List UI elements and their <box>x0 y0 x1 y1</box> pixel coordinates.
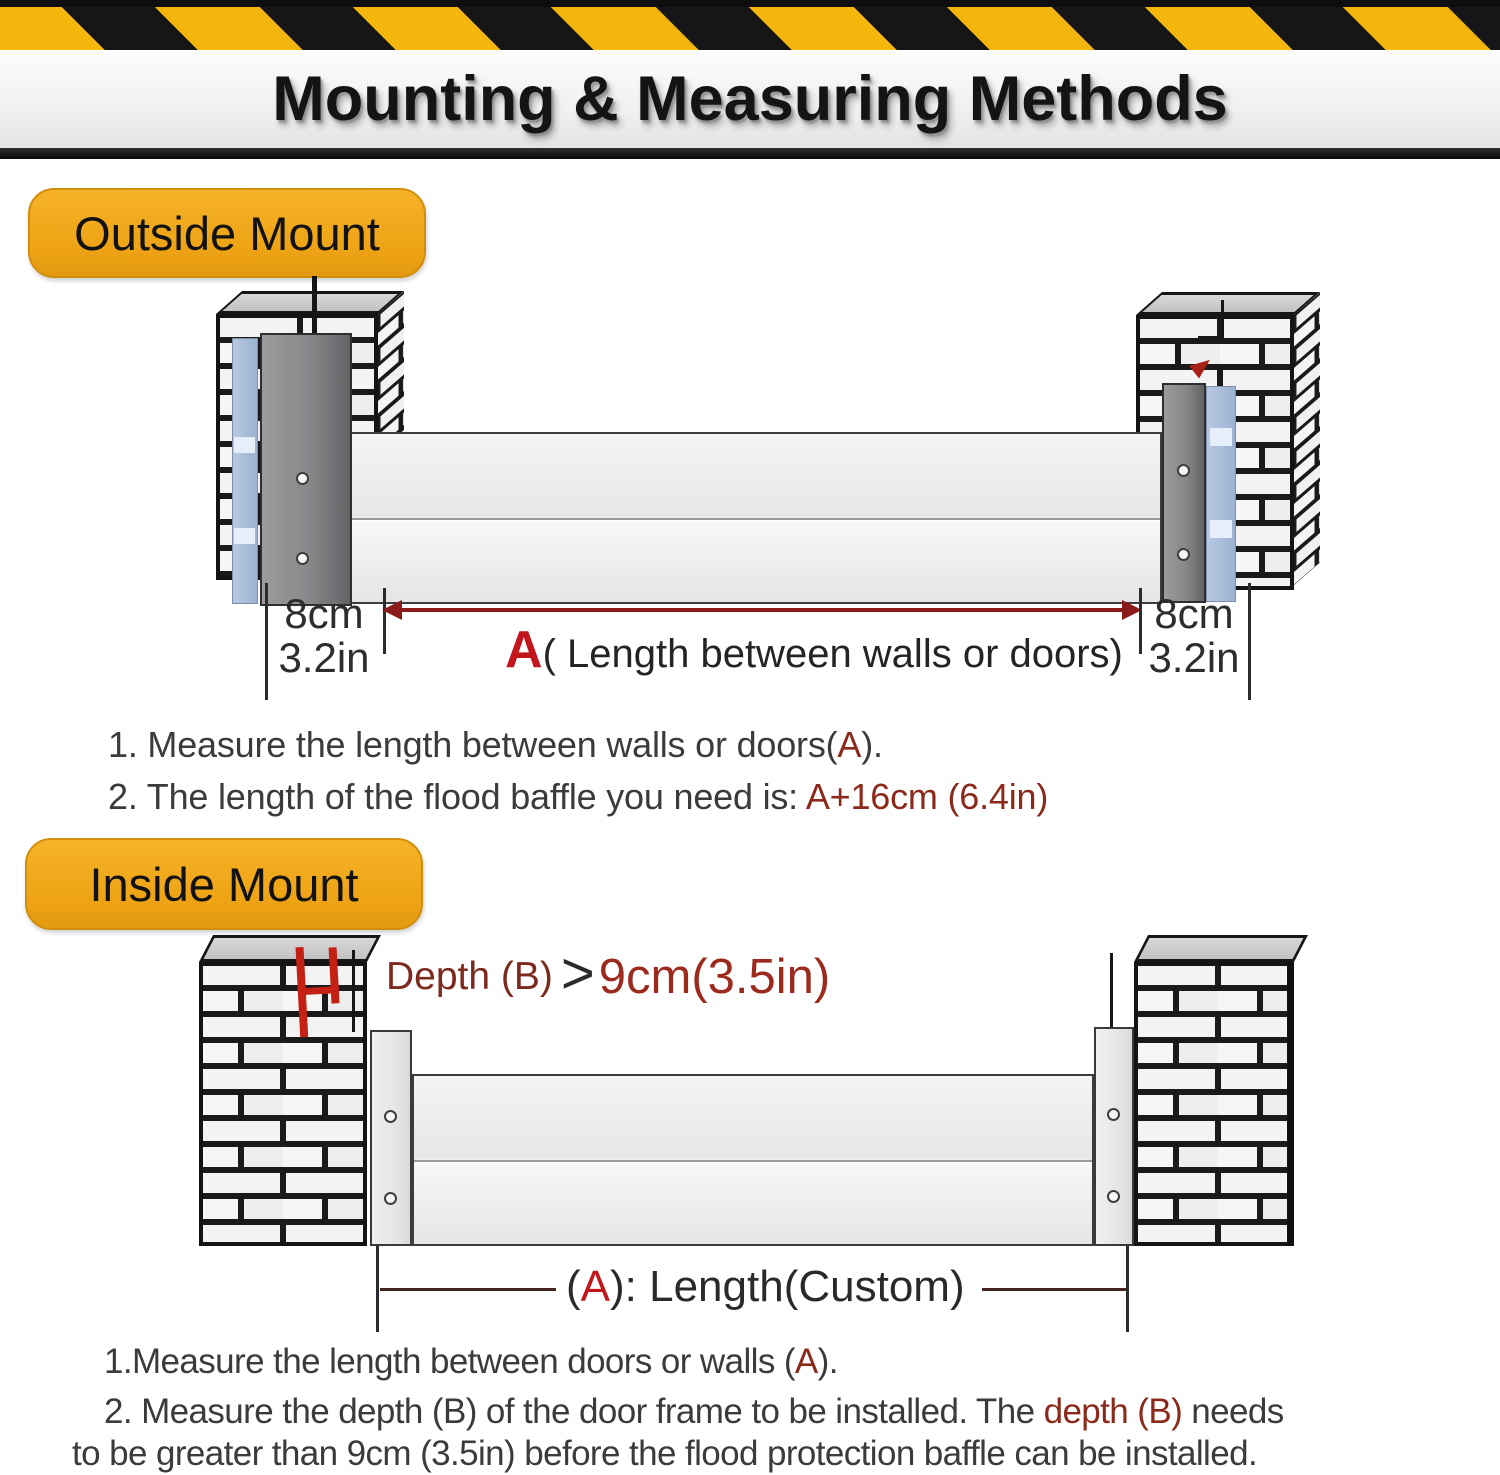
outside-step-1: 1. Measure the length between walls or doors(A). <box>108 724 883 765</box>
measure-tick <box>265 583 268 700</box>
inside-mount-badge <box>25 838 423 930</box>
seal-strip-right <box>1206 386 1236 602</box>
barrier-panel-divider <box>414 1160 1092 1162</box>
measure-tick <box>376 1246 379 1332</box>
span-length-label <box>505 621 1123 679</box>
measure-line <box>982 1288 1126 1291</box>
mounting-channel-right <box>1162 383 1206 603</box>
inside-badge-label: Inside Mount <box>89 857 359 911</box>
length-custom-label: (A): Length(Custom) <box>566 1262 965 1311</box>
measure-tick <box>383 588 386 654</box>
screw-hole <box>296 472 309 485</box>
measure-line <box>380 1288 556 1291</box>
label-a-red: A <box>505 621 543 679</box>
seal-strip-left <box>232 338 258 604</box>
seal-strip-mark <box>234 528 255 544</box>
dim-label-right <box>1142 592 1246 679</box>
flood-barrier-inside <box>412 1074 1094 1246</box>
seal-strip-mark <box>1210 520 1232 538</box>
page-title: Mounting & Measuring Methods <box>272 64 1228 134</box>
dim-in: 3.2in <box>1148 633 1240 681</box>
inside-step-1: 1.Measure the length between doors or walls (A). <box>104 1342 838 1381</box>
depth-guide-line <box>352 950 355 1032</box>
depth-indicator <box>296 945 351 1043</box>
pillar-side-face <box>1294 292 1320 585</box>
brick-side-texture <box>1294 292 1320 585</box>
flood-barrier <box>350 432 1162 604</box>
label-a-red: A <box>580 1262 611 1311</box>
caution-stripe-banner <box>0 0 1500 50</box>
wall-mark <box>1221 300 1224 339</box>
dim-in: 3.2in <box>278 633 370 681</box>
inside-step-2-cont: to be greater than 9cm (3.5in) before the flood protection baffle can be installed. <box>72 1434 1258 1473</box>
label-text: ( Length between walls or doors) <box>542 632 1123 676</box>
outside-step-2: 2. The length of the flood baffle you need is: A+16cm (6.4in) <box>108 776 1049 817</box>
dim-label-left <box>272 592 376 679</box>
length-arrow <box>392 608 1132 612</box>
outside-mount-badge <box>28 188 426 278</box>
screw-hole <box>1177 548 1190 561</box>
separator-bar <box>0 148 1500 159</box>
inside-step-2: 2. Measure the depth (B) of the door frame to be installed. The depth (B) needs <box>104 1392 1284 1431</box>
barrier-panel-divider <box>352 518 1160 520</box>
anchor-line <box>1110 953 1113 1029</box>
measure-tick <box>1126 1246 1129 1332</box>
depth-label <box>386 940 830 1013</box>
mounting-channel-left <box>260 333 352 606</box>
screw-hole <box>1177 464 1190 477</box>
screw-hole <box>1107 1108 1120 1121</box>
measure-tick <box>1248 583 1251 700</box>
step-em: depth (B) <box>1043 1392 1183 1431</box>
screw-hole <box>1107 1190 1120 1203</box>
step-em: A+16cm (6.4in) <box>805 776 1049 817</box>
seal-strip-mark <box>1210 428 1232 446</box>
brick-pillar-inside-right <box>1134 962 1294 1246</box>
pillar-top-face <box>216 291 404 314</box>
dim-cm: 8cm <box>284 590 364 637</box>
greater-than-sign: > <box>560 941 595 1006</box>
channel-plate-right <box>1094 1027 1134 1246</box>
depth-value: 9cm(3.5in) <box>598 949 831 1004</box>
pillar-top-face <box>1134 935 1308 962</box>
screw-hole <box>384 1192 397 1205</box>
screw-hole <box>384 1110 397 1123</box>
outside-badge-label: Outside Mount <box>74 206 380 260</box>
dim-cm: 8cm <box>1154 590 1234 637</box>
depth-name: Depth (B) <box>386 954 553 998</box>
anchor-line <box>312 276 317 336</box>
title-band <box>0 50 1500 148</box>
step-em: A <box>794 1342 818 1381</box>
screw-hole <box>296 552 309 565</box>
seal-strip-mark <box>234 437 255 453</box>
pillar-top-face <box>1136 292 1320 315</box>
channel-plate-left <box>370 1030 412 1246</box>
step-em: A <box>837 724 862 765</box>
